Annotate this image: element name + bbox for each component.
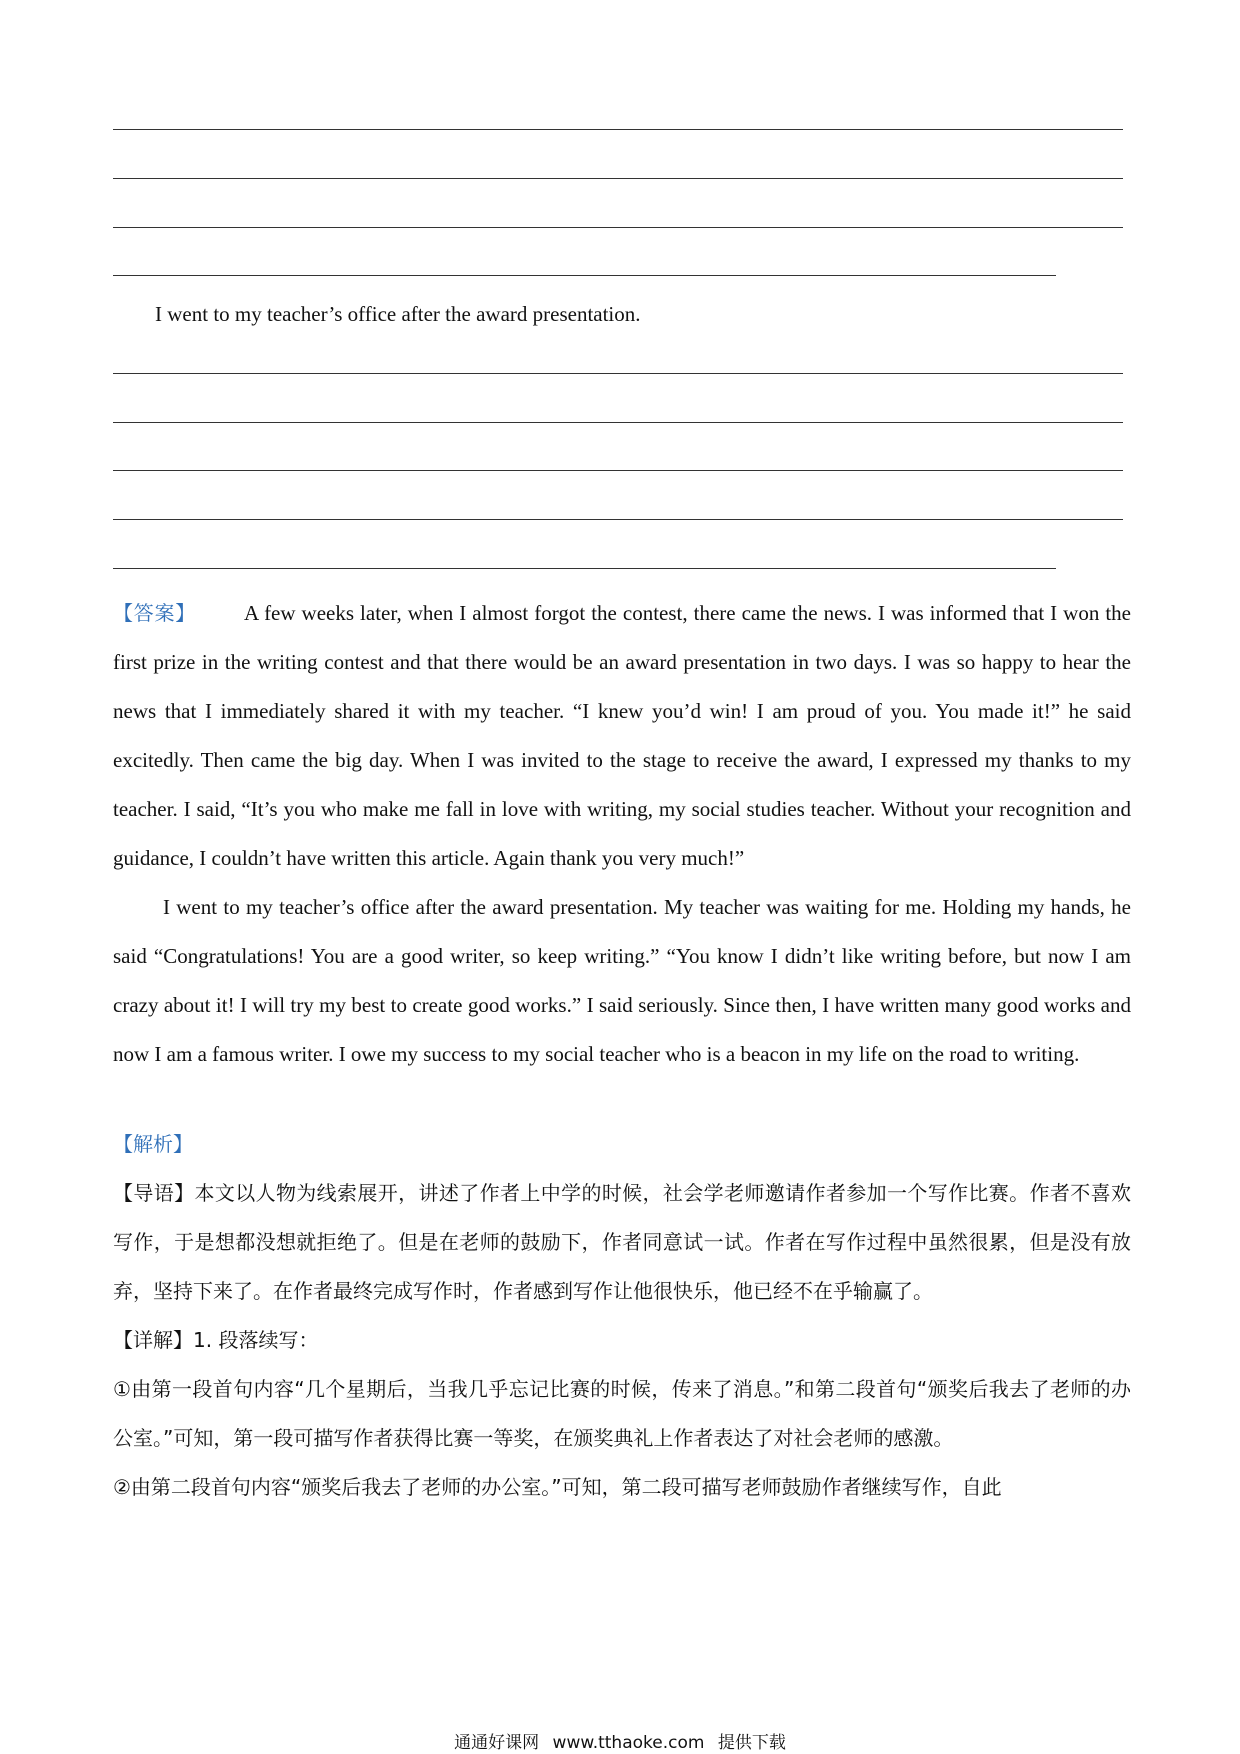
lead-sentence: I went to my teacher’s office after the award presentation. [155,302,641,326]
answer-section [113,589,1131,1079]
analysis-tag: 【解析】 [113,1132,193,1156]
analysis-detail-heading: 【详解】1. 段落续写： [113,1328,319,1352]
writing-line [113,178,1123,179]
analysis-point-2: ②由第二段首句内容“颁奖后我去了老师的办公室。”可知，第二段可描写老师鼓励作者继续写作，自此 [113,1475,1002,1499]
analysis-guide: 【导语】本文以人物为线索展开，讲述了作者上中学的时候，社会学老师邀请作者参加一个写作比赛。作者不喜欢写作，于是想都没想就拒绝了。但是在老师的鼓励下，作者同意试一试。作者在写作过程中虽然很累，但是没有放弃，坚持下来了。在作者最终完成写作时，作者感到写作让他很快乐，他已经不在乎输赢了。 [113,1181,1131,1303]
footer-site-name: 通通好课网 [454,1733,540,1753]
writing-line [113,568,1056,569]
writing-line [113,470,1123,471]
writing-line [113,227,1123,228]
answer-paragraph-1-text: A few weeks later, when I almost forgot the contest, there came the news. I was informed that I won the first prize in the writing contest and that there would be an award presentation in two days. I was so happy to hear the news that I immediately shared it with my teacher. “I knew you’d win! I am proud of you. You made it!” he said excitedly. Then came the big day. When I was invited to the stage to receive the award, I expressed my thanks to my teacher. I said, “It’s you who make me fall in love with writing, my social studies teacher. Without your recognition and guidance, I couldn’t have written this article. Again thank you very much!” [113,601,1132,870]
writing-line [113,519,1123,520]
analysis-point-1: ①由第一段首句内容“几个星期后，当我几乎忘记比赛的时候，传来了消息。”和第二段首句“颁奖后我去了老师的办公室。”可知，第一段可描写作者获得比赛一等奖，在颁奖典礼上作者表达了对社会老师的感激。 [113,1377,1131,1450]
writing-line [113,129,1123,130]
writing-line [113,275,1056,276]
footer-url[interactable]: www.tthaoke.com [552,1733,705,1753]
answer-paragraph-2: I went to my teacher’s office after the award presentation. My teacher was waiting for me. Holding my hands, he said “Congratulations! You are a good writer, so keep writing.” “You know I didn’t like writing before, but now I am crazy about it! I will try my best to create good works.” I said seriously. Since then, I have written many good works and now I am a famous writer. I owe my success to my social teacher who is a beacon in my life on the road to writing. [113,895,1131,1066]
analysis-section [113,1120,1131,1512]
answer-tag: 【答案】 [113,601,197,625]
writing-line [113,373,1123,374]
answer-paragraph-1 [113,589,1131,883]
footer-note: 提供下载 [717,1733,786,1753]
writing-line [113,422,1123,423]
page-footer [0,1728,1240,1753]
